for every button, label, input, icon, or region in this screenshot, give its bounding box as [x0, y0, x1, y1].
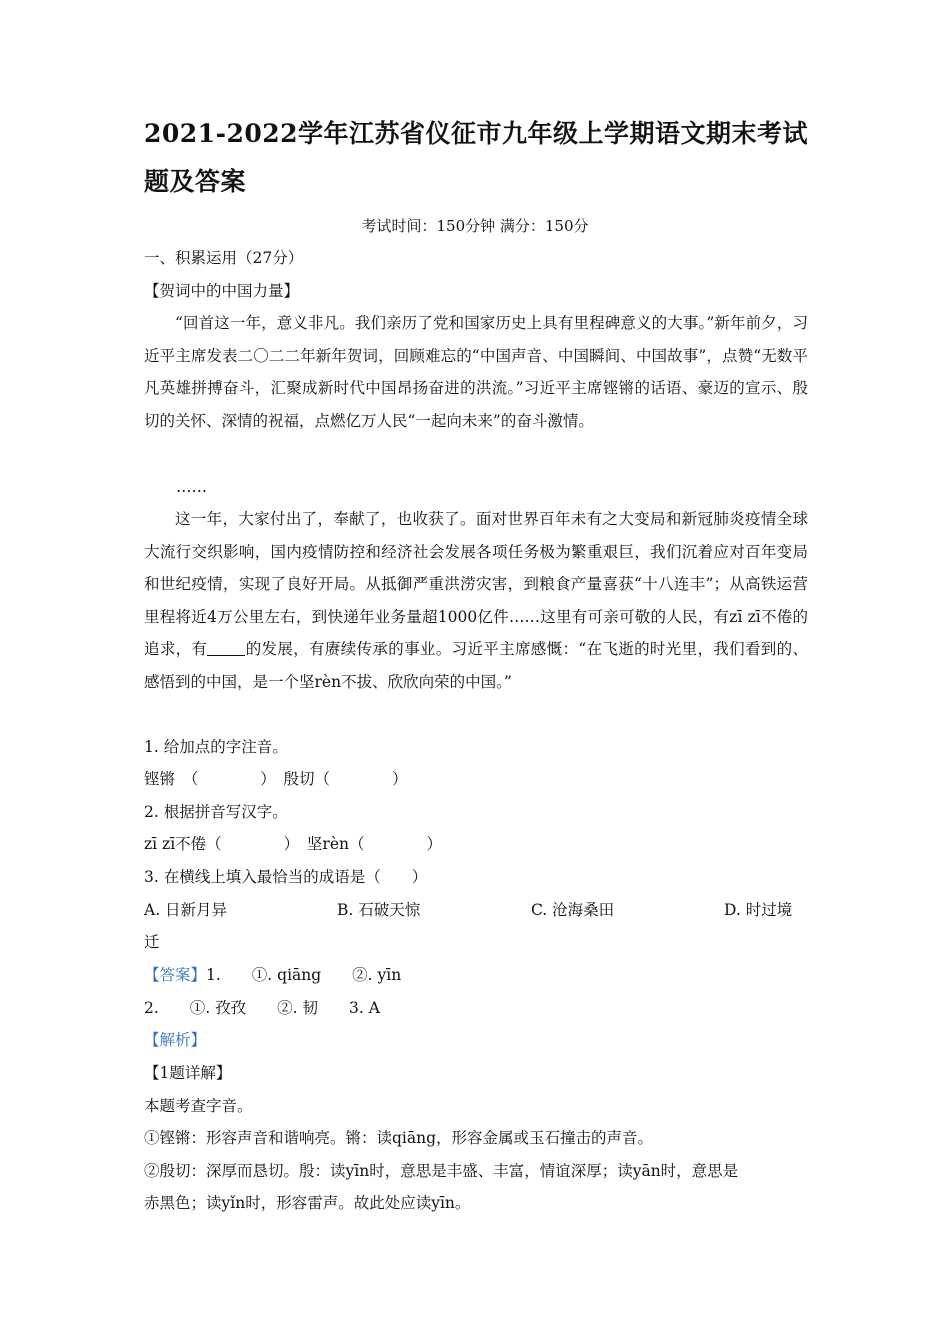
question-2: 2. 根据拼音写汉字。 — [144, 803, 288, 821]
fill-blank — [207, 641, 245, 656]
detail-intro: 本题考查字音。 — [144, 1097, 253, 1115]
passage-paragraph-1: “回首这一年，意义非凡。我们亲历了党和国家历史上具有里程碑意义的大事。”新年前夕，习近平主席发表二〇二二年新年贺词，回顾难忘的“中国声音、中国瞬间、中国故事”，点赞“无数平凡英雄拼搏奋斗，汇聚成新时代中国昂扬奋进的洪流。”习近平主席铿锵的话语、豪迈的宣示、殷切的关怀、深情的祝福，点燃亿万人民“一起向未来”的奋斗激情。 — [144, 314, 808, 430]
detail-item-2-cont: 赤黑色；读yǐn时，形容雷声。故此处应读yīn。 — [144, 1194, 471, 1212]
answer-line-2: 2. ①. 孜孜 ②. 韧 3. A — [144, 999, 380, 1017]
document-title: 2021-2022学年江苏省仪征市九年级上学期语文期末考试题及答案 — [144, 119, 809, 196]
paragraph-2-part-b: 的发展，有赓续传承的事业。习近平主席感慨：“在飞逝的时光里，我们看到的、感悟到的中国，是一个坚rèn不拔、欣欣向荣的中国。” — [144, 640, 808, 691]
exam-info: 考试时间：150分钟 满分：150分 — [361, 217, 589, 235]
option-c: C. 沧海桑田 — [531, 901, 615, 919]
answer-label: 【答案】 — [144, 966, 207, 984]
option-d-wrap: 迁 — [144, 933, 160, 951]
section-heading: 一、积累运用（27分） — [144, 249, 304, 267]
detail-label: 【1题详解】 — [144, 1064, 232, 1082]
answer-text-1: 1. ①. qiāng ②. yīn — [206, 966, 402, 984]
paragraph-2-part-a: 这一年，大家付出了，奉献了，也收获了。面对世界百年未有之大变局和新冠肺炎疫情全球大流行交织影响，国内疫情防控和经济社会发展各项任务极为繁重艰巨，我们沉着应对百年变局和世纪疫情，实现了良好开局。从抵御严重洪涝灾害，到粮食产量喜获“十八连丰”；从高铁运营里程将近4万公里左右，到快递年业务量超1000亿件……这里有可亲可敬的人民，有zī zī不倦的追求，有 — [144, 510, 808, 659]
ellipsis: …… — [176, 478, 207, 496]
question-1-items: 铿锵 （ ） 殷切（ ） — [144, 770, 408, 788]
option-b: B. 石破天惊 — [337, 901, 421, 919]
question-2-items: zī zī不倦（ ） 坚rèn（ ） — [144, 835, 442, 853]
option-d: D. 时过境 — [724, 901, 793, 919]
answer-line-1 — [144, 964, 401, 986]
option-a: A. 日新月异 — [144, 901, 228, 919]
passage-subtitle: 【贺词中的中国力量】 — [144, 282, 300, 300]
detail-item-1: ①铿锵：形容声音和谐响亮。锵：读qiāng，形容金属或玉石撞击的声音。 — [144, 1129, 654, 1147]
question-1: 1. 给加点的字注音。 — [144, 738, 288, 756]
question-3: 3. 在横线上填入最恰当的成语是（ ） — [144, 868, 428, 886]
detail-item-2: ②殷切：深厚而恳切。殷：读yīn时，意思是丰盛、丰富，情谊深厚；读yān时，意思是 — [144, 1162, 739, 1180]
passage-paragraph-2 — [144, 503, 808, 699]
analysis-label: 【解析】 — [144, 1031, 207, 1049]
